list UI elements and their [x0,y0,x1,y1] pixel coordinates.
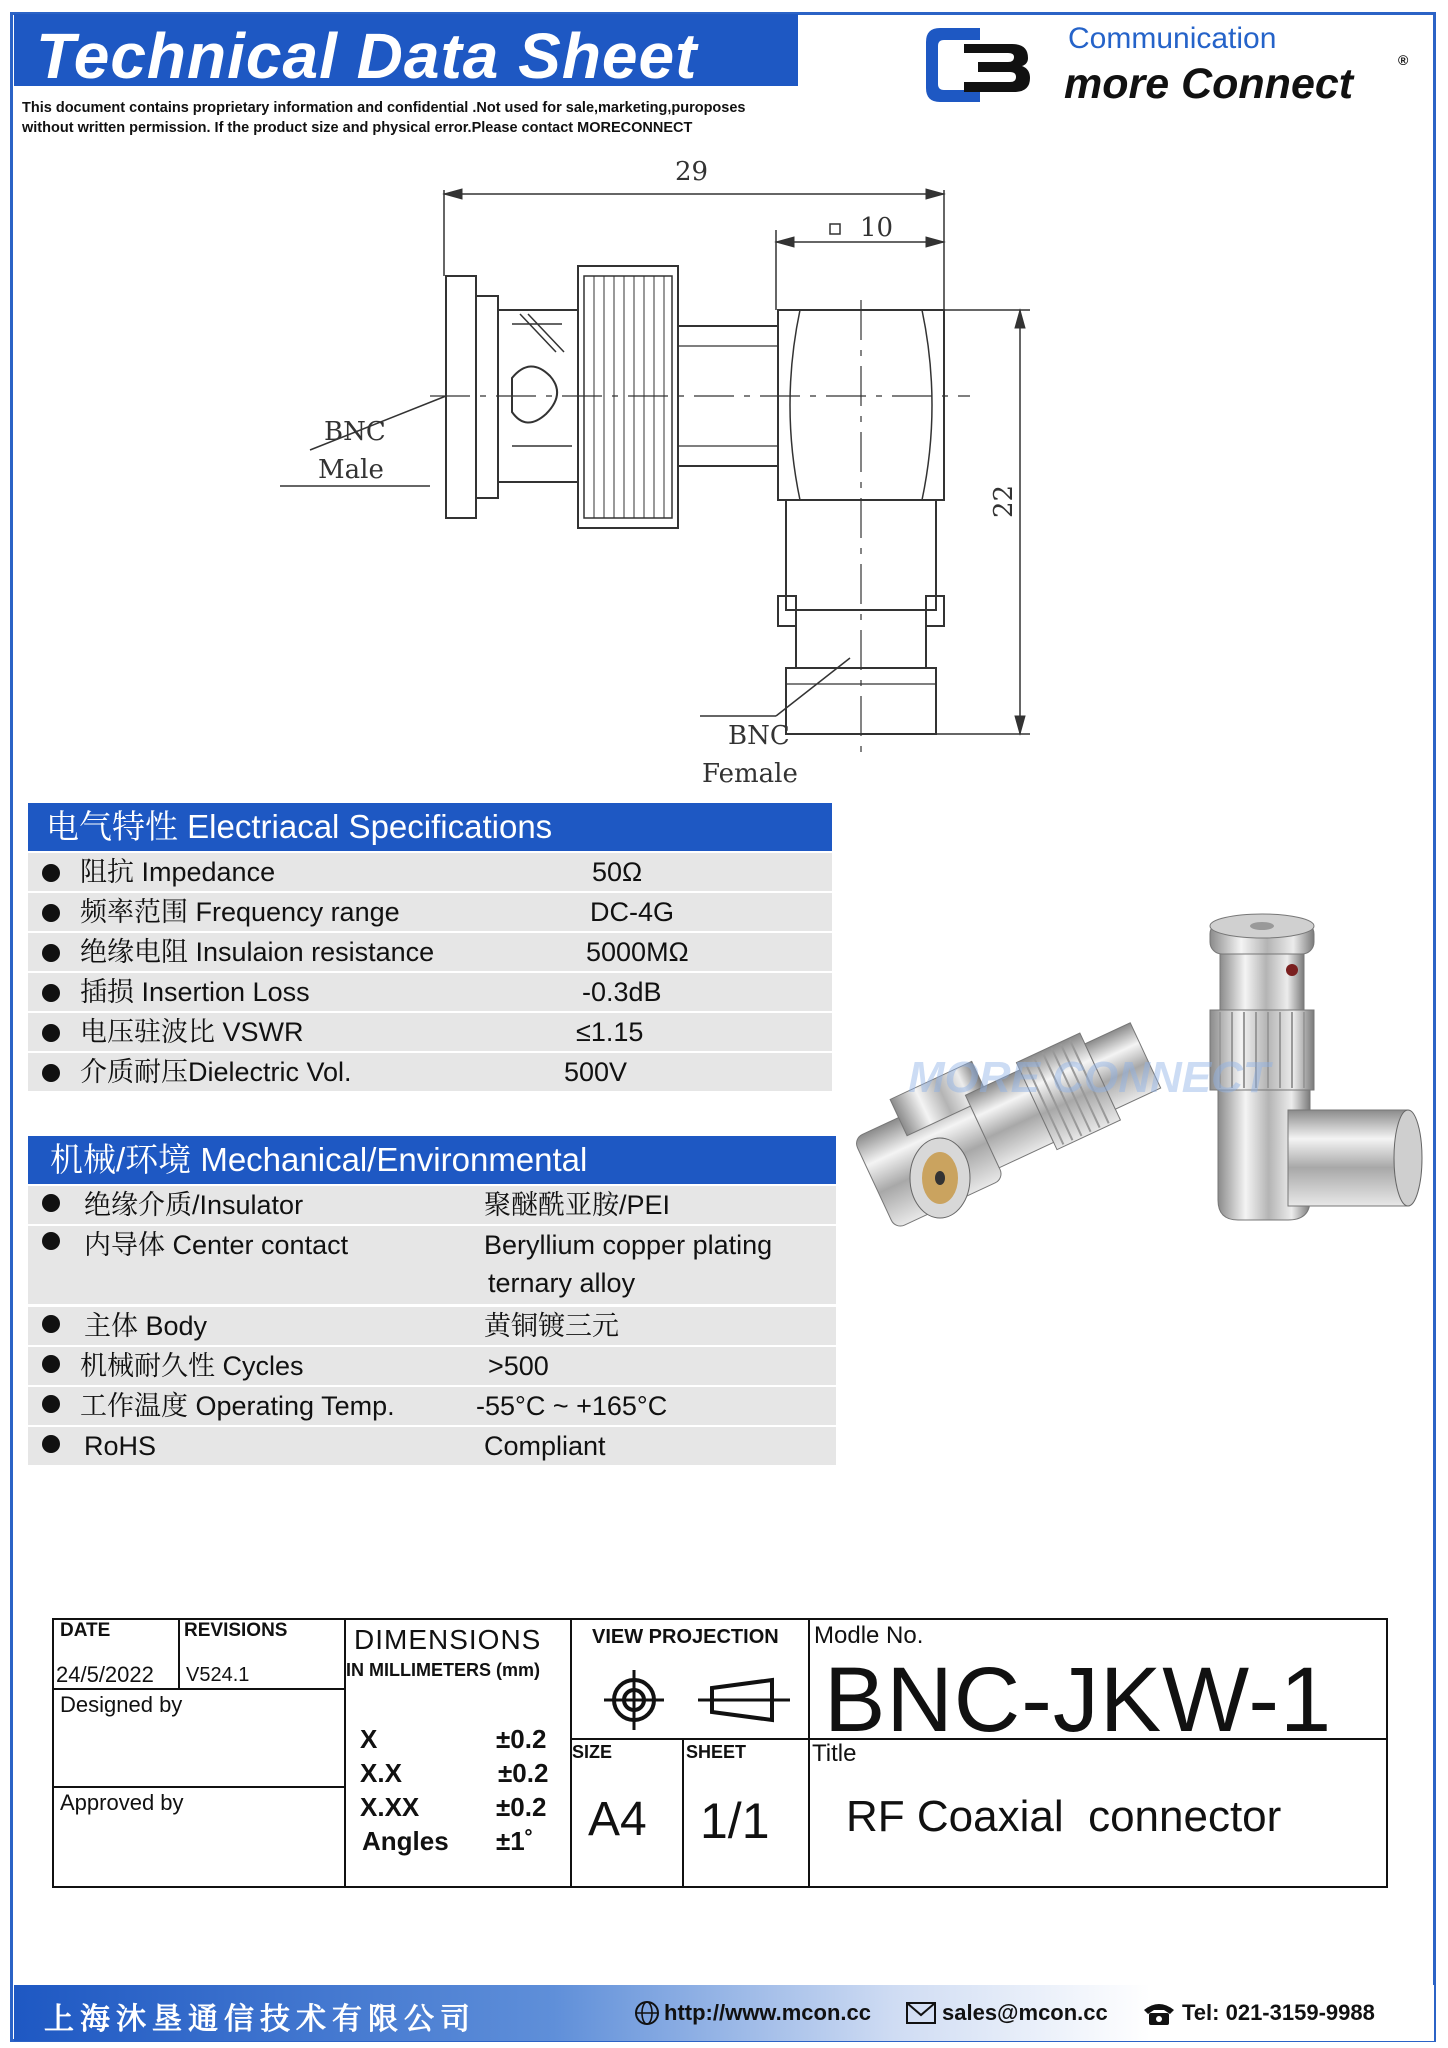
model-number: BNC-JKW-1 [824,1649,1333,1751]
tolerance-value: ±1˚ [496,1826,534,1856]
spec-label: 主体 Body [84,1311,208,1341]
confidentiality-notice [22,98,822,138]
title-block [52,1618,1388,1888]
product-photo [848,910,1438,1240]
logo-wordmark: more Connect [1064,60,1354,108]
document-title: Technical Data Sheet [36,20,698,92]
phone-icon [1142,2000,1176,2026]
bullet-icon [42,944,60,962]
bullet-icon [42,1435,60,1453]
dimension-height: 22 [989,484,1019,518]
spec-value: -55°C ~ +165°C [476,1391,668,1421]
spec-row [28,1387,836,1425]
size-label: SIZE [572,1742,613,1762]
spec-value: 5000MΩ [586,937,689,967]
spec-value: 50Ω [592,857,643,887]
date-value: 24/5/2022 [56,1662,154,1687]
photo-watermark: MORE CONNECT [908,1053,1270,1102]
spec-label: RoHS [84,1431,157,1461]
bullet-icon [42,904,60,922]
email-icon [906,2002,936,2024]
spec-row [28,1053,832,1091]
spec-row [28,853,832,891]
tolerance-value: ±0.2 [496,1724,547,1754]
mechanical-specs-heading: 机械/环境 Mechanical/Environmental [28,1136,836,1184]
spec-value: Compliant [484,1431,606,1461]
spec-label: 绝缘电阻 Insulaion resistance [80,937,435,967]
tolerance-key: Angles [362,1826,449,1856]
spec-label: 插损 Insertion Loss [80,977,310,1007]
bullet-icon [42,1064,60,1082]
spec-label: 介质耐压Dielectric Vol. [80,1057,352,1087]
bullet-icon [42,1232,60,1250]
tolerance-key: X.X [360,1758,402,1788]
spec-value: 500V [564,1057,628,1087]
bullet-icon [42,1315,60,1333]
spec-value: 黄铜镀三元 [484,1311,619,1341]
company-name-cn: 上海沐垦通信技术有限公司 [44,2002,476,2037]
electrical-specs-heading: 电气特性 Electriacal Specifications [28,803,832,851]
spec-row [28,893,832,931]
title-label: Title [812,1740,857,1767]
label-bnc-female-1: BNC [728,721,790,751]
spec-value: >500 [488,1351,549,1381]
telephone: Tel: 021-3159-9988 [1182,2000,1375,2025]
tolerance-value: ±0.2 [496,1792,547,1822]
tolerance-value: ±0.2 [498,1758,549,1788]
dimension-body-width: 10 [860,213,894,243]
bullet-icon [42,1355,60,1373]
disclaimer-line-2: without written permission. If the product size and physical error.Please contact MORECONNECT [22,120,693,136]
title-banner [14,14,798,92]
sheet-value: 1/1 [700,1793,770,1849]
disclaimer-line-1: This document contains proprietary information and confidential .Not used for sale,marketing,puroposes [22,100,746,116]
website-link[interactable]: http://www.mcon.cc [664,2000,871,2025]
dimension-overall-length: 29 [675,157,709,187]
spec-row [28,1347,836,1385]
bullet-icon [42,1194,60,1212]
globe-icon [634,2000,660,2026]
product-title: RF Coaxial connector [846,1792,1282,1841]
bullet-icon [42,984,60,1002]
spec-value: -0.3dB [582,977,662,1007]
spec-value: DC-4G [590,897,675,927]
label-bnc-female-2: Female [702,759,798,789]
tolerance-key: X.XX [360,1792,420,1822]
bullet-icon [42,864,60,882]
spec-row [28,973,832,1011]
spec-row [28,1186,836,1224]
spec-label: 工作温度 Operating Temp. [80,1391,395,1421]
company-logo-icon [920,20,1040,110]
dimensions-label: DIMENSIONS [354,1624,542,1655]
tolerance-key: X [360,1724,378,1754]
date-label: DATE [60,1620,111,1641]
logo-tagline: Communication [1068,22,1277,55]
bullet-icon [42,1395,60,1413]
technical-drawing [280,150,1060,790]
designed-by-label: Designed by [60,1692,183,1717]
label-bnc-male-1: BNC [324,417,386,447]
spec-row [28,1307,836,1345]
model-label: Modle No. [814,1622,924,1649]
label-bnc-male-2: Male [318,455,384,485]
spec-label: 绝缘介质/Insulator [84,1190,304,1220]
view-projection-label: VIEW PROJECTION [592,1626,779,1648]
spec-row [28,933,832,971]
spec-row [28,1427,836,1465]
spec-row [28,1013,832,1051]
spec-label: 内导体 Center contact [84,1230,349,1260]
spec-label: 频率范围 Frequency range [80,897,400,927]
bullet-icon [42,1024,60,1042]
spec-label: 机械耐久性 Cycles [80,1351,304,1381]
spec-row [28,1226,836,1304]
spec-value: Beryllium copper plating [484,1230,773,1260]
sheet-label: SHEET [686,1742,747,1762]
spec-value-continued: ternary alloy [488,1268,636,1298]
approved-by-label: Approved by [60,1790,184,1815]
spec-value: ≤1.15 [576,1017,644,1047]
spec-label: 阻抗 Impedance [80,857,276,887]
size-value: A4 [588,1793,647,1846]
revisions-value: V524.1 [186,1664,250,1686]
dimensions-unit: IN MILLIMETERS (mm) [346,1660,540,1680]
email-link[interactable]: sales@mcon.cc [942,2000,1108,2025]
projection-symbol-icon [594,1670,794,1730]
spec-value: 聚醚酰亚胺/PEI [484,1190,671,1220]
revisions-label: REVISIONS [184,1620,288,1641]
registered-mark: ® [1398,52,1409,68]
spec-label: 电压驻波比 VSWR [80,1017,304,1047]
